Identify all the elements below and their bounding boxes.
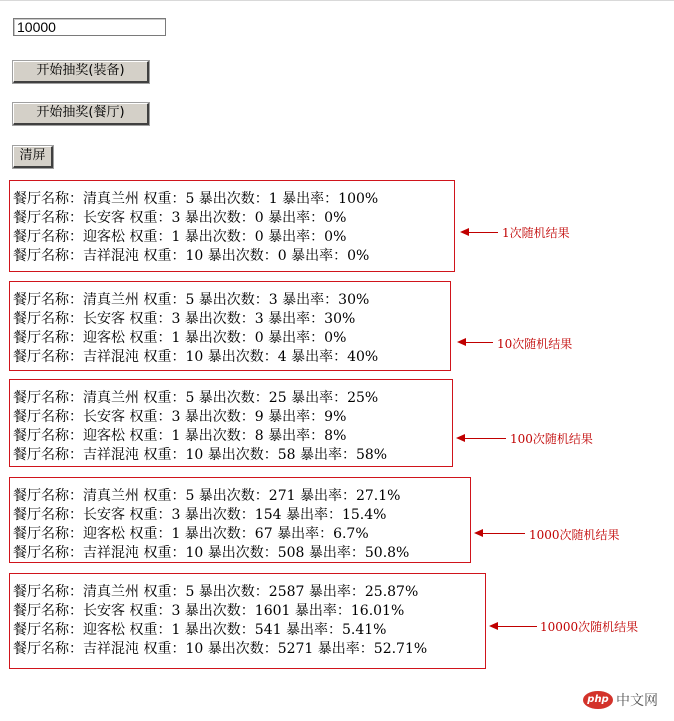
result-row: 餐厅名称：清真兰州 权重：5 暴出次数：3 暴出率：30% — [13, 292, 370, 308]
result-row: 餐厅名称：长安客 权重：3 暴出次数：154 暴出率：15.4% — [13, 507, 387, 523]
result-box — [9, 477, 471, 563]
result-row: 餐厅名称：吉祥混沌 权重：10 暴出次数：0 暴出率：0% — [13, 248, 370, 264]
result-row: 餐厅名称：长安客 权重：3 暴出次数：9 暴出率：9% — [13, 409, 347, 425]
result-row: 餐厅名称：吉祥混沌 权重：10 暴出次数：58 暴出率：58% — [13, 447, 388, 463]
arrow-icon — [474, 529, 525, 538]
result-row: 餐厅名称：清真兰州 权重：5 暴出次数：2587 暴出率：25.87% — [13, 584, 419, 600]
draw-count-input[interactable] — [13, 18, 166, 36]
result-row: 餐厅名称：清真兰州 权重：5 暴出次数：1 暴出率：100% — [13, 191, 379, 207]
watermark — [583, 689, 658, 711]
result-box — [9, 379, 453, 467]
arrow-icon — [460, 228, 498, 237]
result-row: 餐厅名称：迎客松 权重：1 暴出次数：0 暴出率：0% — [13, 229, 347, 245]
annotation-label: 100次随机结果 — [510, 432, 593, 446]
result-row: 餐厅名称：吉祥混沌 权重：10 暴出次数：4 暴出率：40% — [13, 349, 379, 365]
watermark-text: 中文网 — [616, 693, 658, 709]
php-logo-icon: php — [583, 691, 613, 709]
result-row: 餐厅名称：迎客松 权重：1 暴出次数：541 暴出率：5.41% — [13, 622, 387, 638]
result-row: 餐厅名称：迎客松 权重：1 暴出次数：0 暴出率：0% — [13, 330, 347, 346]
arrow-icon — [457, 338, 493, 347]
result-row: 餐厅名称：吉祥混沌 权重：10 暴出次数：5271 暴出率：52.71% — [13, 641, 428, 657]
annotation-label: 10次随机结果 — [497, 337, 573, 351]
top-divider — [0, 0, 674, 1]
result-box — [9, 180, 455, 272]
result-row: 餐厅名称：长安客 权重：3 暴出次数：1601 暴出率：16.01% — [13, 603, 405, 619]
result-row: 餐厅名称：迎客松 权重：1 暴出次数：67 暴出率：6.7% — [13, 526, 369, 542]
result-row: 餐厅名称：长安客 权重：3 暴出次数：0 暴出率：0% — [13, 210, 347, 226]
arrow-icon — [489, 622, 537, 631]
result-row: 餐厅名称：吉祥混沌 权重：10 暴出次数：508 暴出率：50.8% — [13, 545, 410, 561]
result-row: 餐厅名称：长安客 权重：3 暴出次数：3 暴出率：30% — [13, 311, 356, 327]
result-row: 餐厅名称：清真兰州 权重：5 暴出次数：271 暴出率：27.1% — [13, 488, 401, 504]
annotation-label: 10000次随机结果 — [540, 620, 639, 634]
start-draw-equipment-button[interactable]: 开始抽奖(装备) — [13, 61, 149, 83]
result-box — [9, 281, 451, 371]
start-draw-restaurant-button[interactable]: 开始抽奖(餐厅) — [13, 103, 149, 125]
result-row: 餐厅名称：清真兰州 权重：5 暴出次数：25 暴出率：25% — [13, 390, 379, 406]
result-box — [9, 573, 486, 669]
annotation-label: 1000次随机结果 — [529, 528, 620, 542]
arrow-icon — [456, 434, 506, 443]
result-row: 餐厅名称：迎客松 权重：1 暴出次数：8 暴出率：8% — [13, 428, 347, 444]
clear-screen-button[interactable]: 清屏 — [13, 146, 53, 168]
annotation-label: 1次随机结果 — [502, 226, 570, 240]
